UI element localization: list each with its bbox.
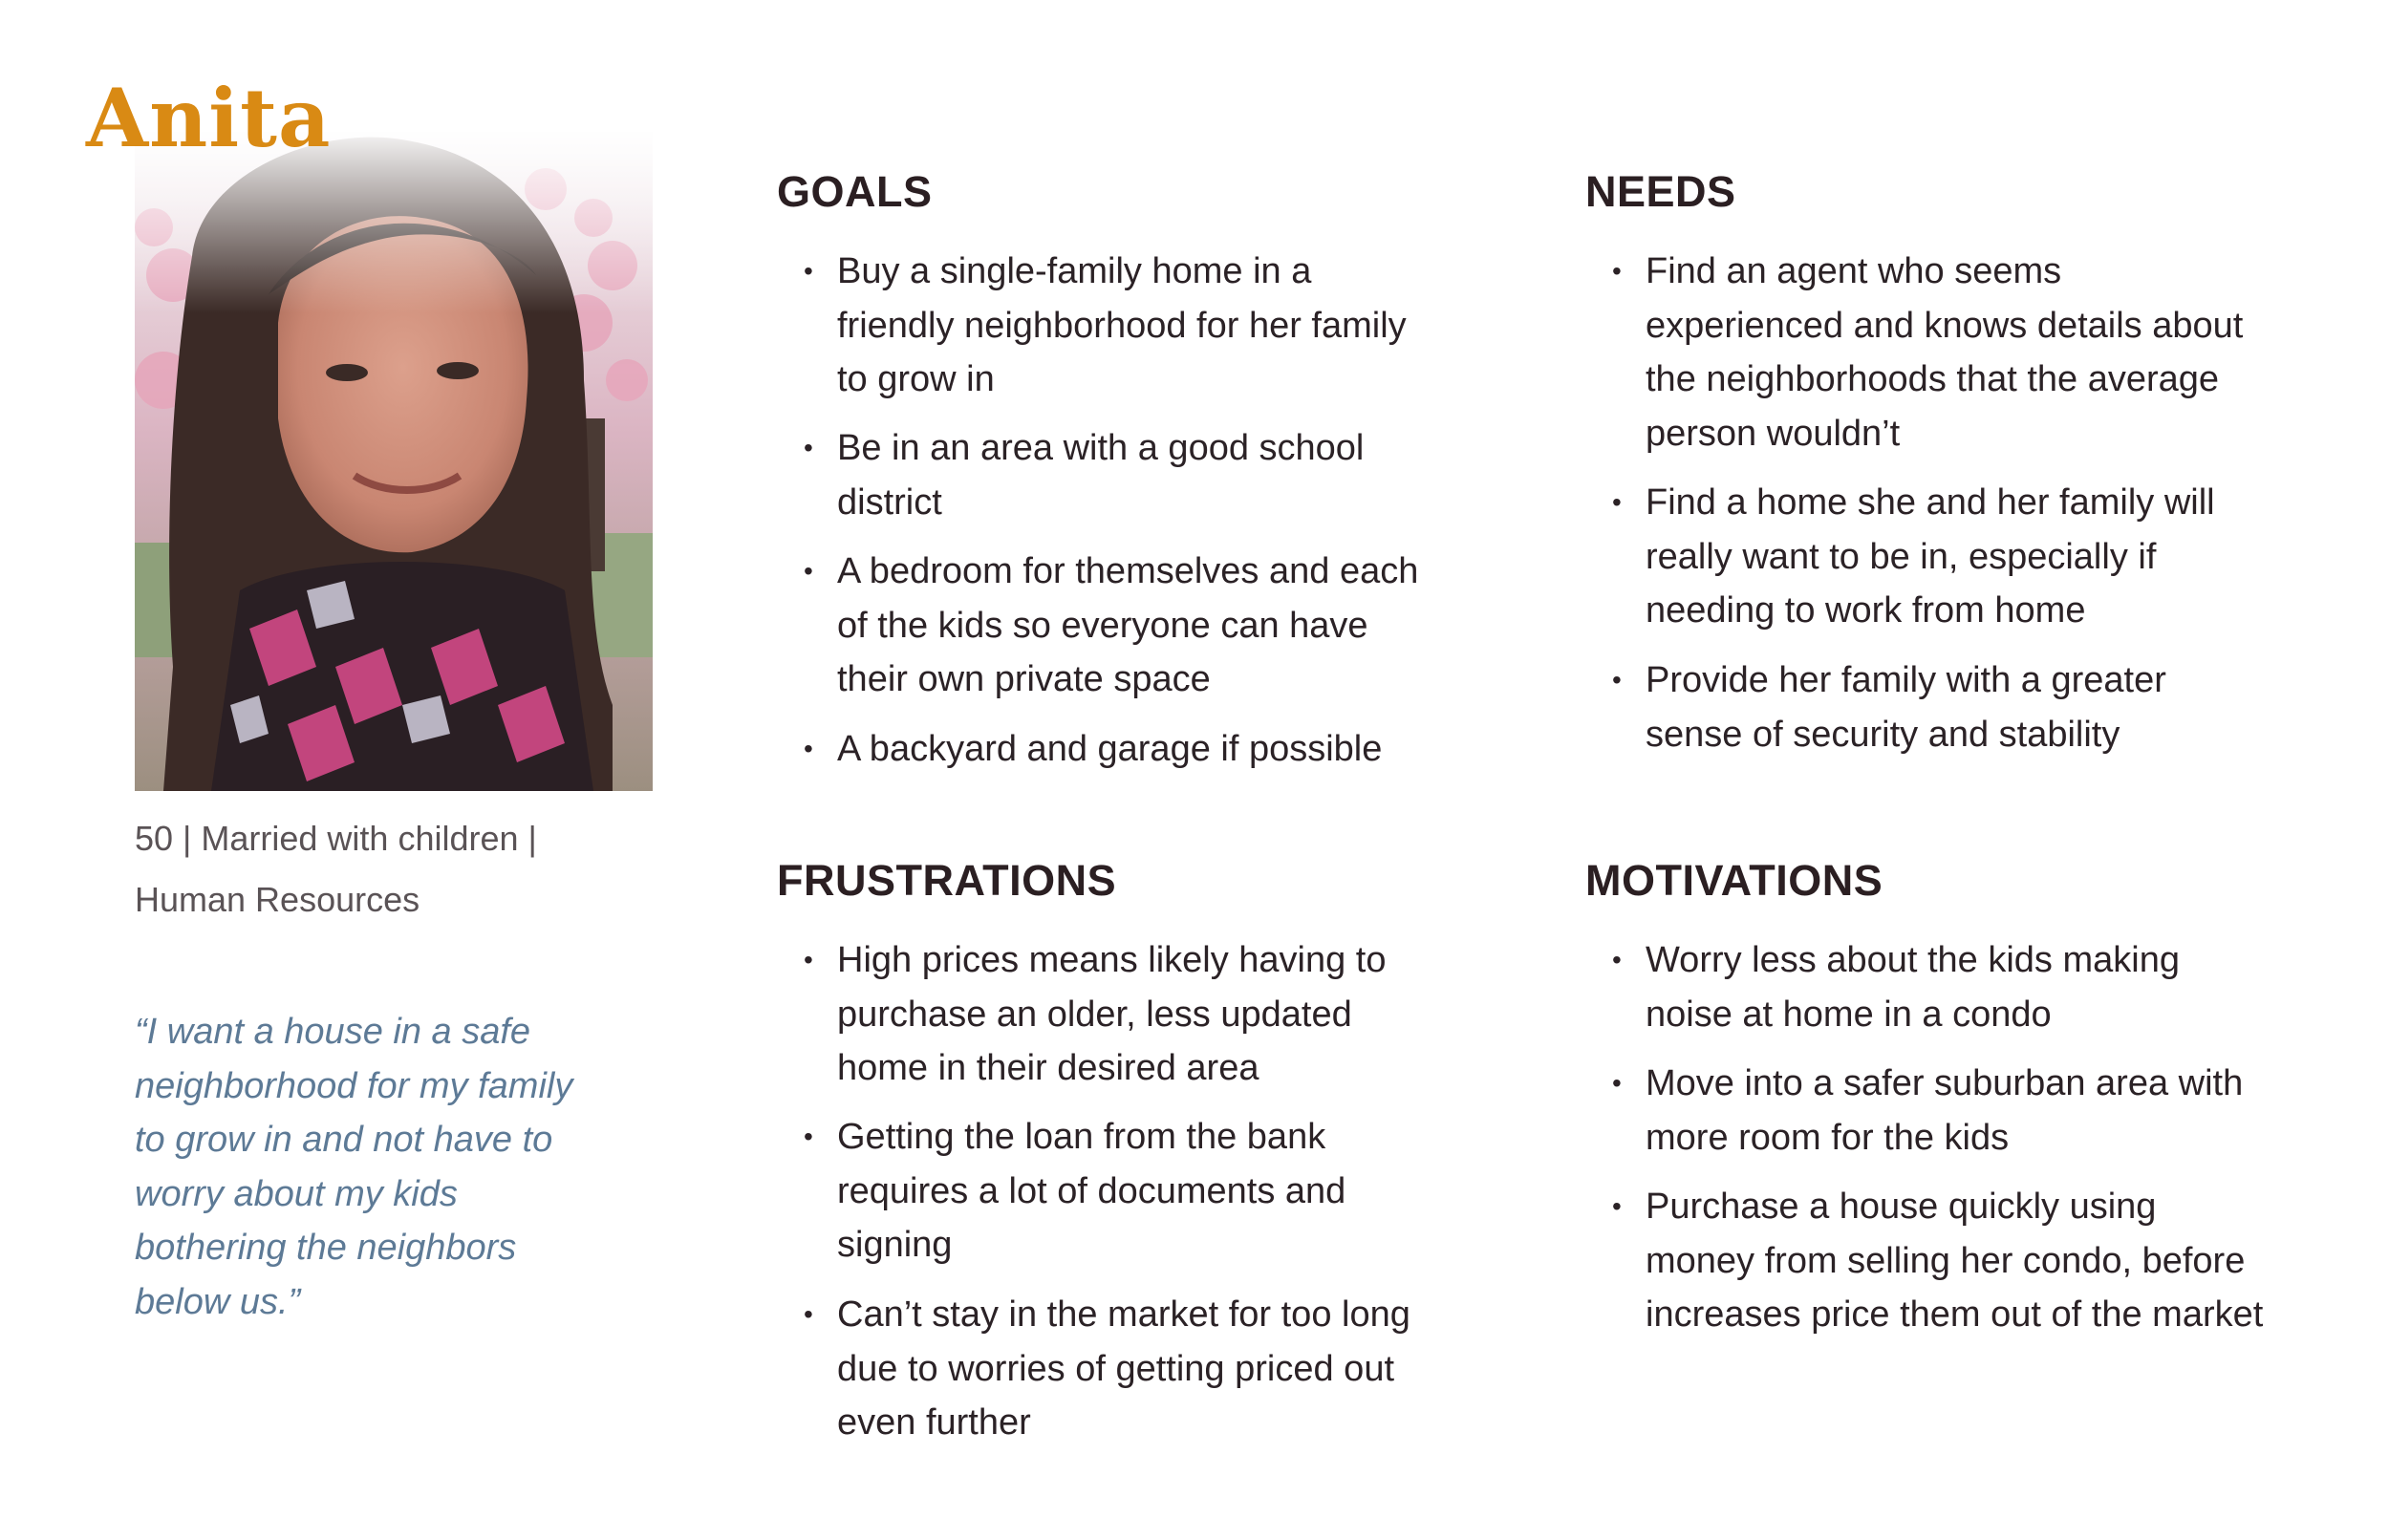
goals-item-line: district xyxy=(837,481,942,523)
goals-item-line: A bedroom for themselves and each xyxy=(837,551,1419,591)
frustrations-item-line: High prices means likely having to xyxy=(837,940,1387,980)
bullet-icon: • xyxy=(804,734,813,763)
bullet-icon: • xyxy=(804,945,813,974)
persona-demographics xyxy=(135,808,651,930)
quote-line: below us.” xyxy=(135,1281,301,1322)
goals-section xyxy=(777,167,1465,769)
bullet-icon: • xyxy=(804,256,813,286)
frustrations-heading: FRUSTRATIONS xyxy=(777,856,1117,905)
quote-line: “I want a house in a safe xyxy=(135,1012,531,1052)
quote-line: neighborhood for my family xyxy=(135,1065,573,1106)
persona-photo xyxy=(135,132,653,791)
goals-heading: GOALS xyxy=(777,167,933,216)
demographics-line: Human Resources xyxy=(135,880,420,919)
goals-item-line: Be in an area with a good school xyxy=(837,428,1365,468)
needs-item-line: experienced and knows details about xyxy=(1646,305,2244,346)
frustrations-item-line: due to worries of getting priced out xyxy=(837,1348,1395,1389)
motivations-item-line: money from selling her condo, before xyxy=(1646,1240,2246,1281)
frustrations-item-line: purchase an older, less updated xyxy=(837,994,1352,1035)
motivations-heading: MOTIVATIONS xyxy=(1585,856,1883,905)
goals-item-line: of the kids so everyone can have xyxy=(837,605,1368,646)
motivations-item-line: Purchase a house quickly using xyxy=(1646,1187,2157,1227)
bullet-icon: • xyxy=(1612,665,1622,695)
frustrations-item-line: requires a lot of documents and xyxy=(837,1170,1346,1211)
demographics-line: 50 | Married with children | xyxy=(135,819,537,858)
frustrations-item-line: home in their desired area xyxy=(837,1048,1259,1088)
goals-item-line: friendly neighborhood for her family xyxy=(837,305,1407,346)
needs-item-line: the neighborhoods that the average xyxy=(1646,359,2220,399)
needs-item-line: Find an agent who seems xyxy=(1646,251,2062,291)
bullet-icon: • xyxy=(804,433,813,462)
needs-section xyxy=(1585,167,2350,755)
frustrations-section xyxy=(777,856,1465,1443)
quote-line: to grow in and not have to xyxy=(135,1120,553,1160)
needs-heading: NEEDS xyxy=(1585,167,1736,216)
bullet-icon: • xyxy=(1612,487,1622,517)
motivations-item-line: more room for the kids xyxy=(1646,1117,2010,1158)
persona-name: Anita xyxy=(86,71,332,165)
bullet-icon: • xyxy=(804,1299,813,1329)
bullet-icon: • xyxy=(1612,1068,1622,1098)
frustrations-item-line: Getting the loan from the bank xyxy=(837,1117,1326,1157)
motivations-item-line: Move into a safer suburban area with xyxy=(1646,1063,2244,1103)
frustrations-item-line: even further xyxy=(837,1402,1031,1443)
bullet-icon: • xyxy=(804,556,813,586)
needs-item-line: Provide her family with a greater xyxy=(1646,660,2166,700)
bullet-icon: • xyxy=(1612,945,1622,974)
goals-item-line: Buy a single-family home in a xyxy=(837,251,1312,291)
motivations-item-line: noise at home in a condo xyxy=(1646,994,2052,1035)
needs-item-line: sense of security and stability xyxy=(1646,714,2120,755)
frustrations-item-line: Can’t stay in the market for too long xyxy=(837,1294,1410,1335)
portrait-illustration xyxy=(135,132,653,791)
bullet-icon: • xyxy=(1612,256,1622,286)
motivations-item-line: increases price them out of the market xyxy=(1646,1294,2264,1335)
motivations-item-line: Worry less about the kids making xyxy=(1646,940,2180,980)
needs-item-line: really want to be in, especially if xyxy=(1646,536,2157,577)
bullet-icon: • xyxy=(804,1122,813,1151)
motivations-section xyxy=(1585,856,2350,1335)
goals-item-line: to grow in xyxy=(837,359,995,399)
frustrations-item-line: signing xyxy=(837,1225,953,1265)
persona-quote xyxy=(135,1005,670,1329)
needs-item-line: needing to work from home xyxy=(1646,590,2086,631)
quote-line: worry about my kids xyxy=(135,1173,458,1214)
goals-item-line: A backyard and garage if possible xyxy=(837,729,1383,769)
quote-line: bothering the neighbors xyxy=(135,1228,517,1268)
needs-item-line: Find a home she and her family will xyxy=(1646,482,2215,523)
bullet-icon: • xyxy=(1612,1191,1622,1221)
goals-item-line: their own private space xyxy=(837,659,1211,699)
needs-item-line: person wouldn’t xyxy=(1646,413,1901,454)
